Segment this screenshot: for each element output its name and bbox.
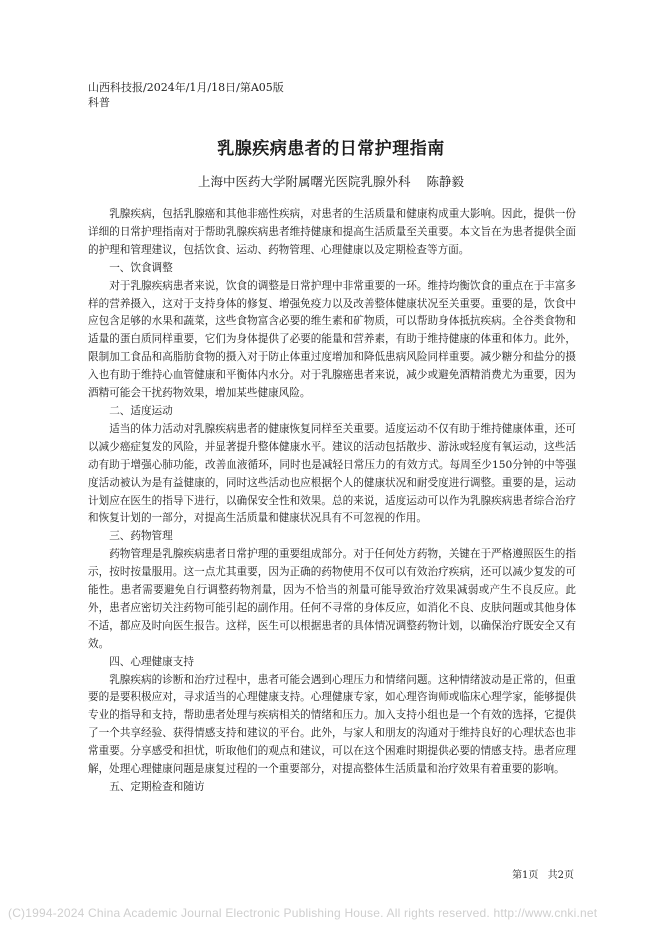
body-paragraph: 药物管理是乳腺疾病患者日常护理的重要组成部分。对于任何处方药物，关键在于严格遵照医生的指示，按时按量服用。这一点尤其重要，因为正确的药物使用不仅可以有效治疗疾病，还可以减少复发的可能性。患者需要避免自行调整药物剂量，因为不恰当的剂量可能导致治疗效果减弱或产生不良反应。此外，患者应密切关注药物可能引起的副作用。任何不寻常的身体反应，如消化不良、皮肤问题或其他身体不适，都应及时向医生报告。这样，医生可以根据患者的具体情况调整药物计划，以确保治疗既安全又有效。 [88,548,576,650]
author-affiliation: 上海中医药大学附属曙光医院乳腺外科 [197,174,411,189]
article-title: 乳腺疾病患者的日常护理指南 [217,139,445,159]
body-paragraph: 对于乳腺疾病患者来说，饮食的调整是日常护理中非常重要的一环。维持均衡饮食的重点在于丰富多样的营养摄入，这对于支持身体的修复、增强免疫力以及改善整体健康状况至关重要。重要的是，饮食中应包含足够的水果和蔬菜，这些食物富含必要的维生素和矿物质，可以帮助身体抵抗疾病。全谷类食物和适量的蛋白质同样重要，它们为身体提供了必要的能量和营养素，有助于维持健康的体重和体力。此外，限制加工食品和高脂肪食物的摄入对于防止体重过度增加和降低患病风险同样重要。减少糖分和盐分的摄入也有助于维持心血管健康和平衡体内水分。对于乳腺癌患者来说，减少或避免酒精消费尤为重要，因为酒精可能会干扰药物效果，增加某些健康风险。 [88,279,576,400]
page-current: 第1页 [512,870,539,881]
source-info [88,80,284,110]
page-total: 共2页 [547,870,574,881]
body-paragraph: 乳腺疾病的诊断和治疗过程中，患者可能会遇到心理压力和情绪问题。这种情绪波动是正常的，但重要的是要积极应对，寻求适当的心理健康支持。心理健康专家，如心理咨询师或临床心理学家，能够提供专业的指导和支持，帮助患者处理与疾病相关的情绪和压力。加入支持小组也是一个有效的选择，它提供了一个共享经验、获得情感支持和建议的平台。此外，与家人和朋友的沟通对于维持良好的心理状态也非常重要。分享感受和担忧，听取他们的观点和建议，可以在这个困难时期提供必要的情感支持。患者应理解，处理心理健康问题是康复过程的一个重要部分，对提高整体生活质量和治疗效果有着重要的影响。 [88,673,576,776]
copyright-watermark: (C)1994-2024 China Academic Journal Electronic Publishing House. All rights reserved. http://www.cnki.net [8,906,598,920]
article-body [88,206,576,797]
section-heading-medication: 三、药物管理 [109,530,173,543]
author-name: 陈静毅 [426,174,464,189]
section-heading-checkups: 五、定期检查和随访 [109,781,205,793]
section-heading-mental-health: 四、心理健康支持 [109,655,194,668]
body-paragraph: 适当的体力活动对乳腺疾病患者的健康恢复同样至关重要。适度运动不仅有助于维持健康体重，还可以减少癌症复发的风险，并显著提升整体健康水平。建议的活动包括散步、游泳或轻度有氧运动，这些活动有助于增强心肺功能，改善血液循环，同时也是减轻日常压力的有效方式。每周至少150分钟的中等强度活动被认为是有益健康的，同时这些活动也应根据个人的健康状况和耐受度进行调整。重要的是，运动计划应在医生的指导下进行，以确保安全性和效果。总的来说，适度运动可以作为乳腺疾病患者综合治疗和恢复计划的一部分，对提高生活质量和健康状况具有不可忽视的作用。 [88,422,576,525]
author-line [0,172,662,190]
section-label: 科普 [88,96,110,109]
intro-paragraph: 乳腺疾病，包括乳腺癌和其他非癌性疾病，对患者的生活质量和健康构成重大影响。因此，提供一份详细的日常护理指南对于帮助乳腺疾病患者维持健康和提高生活质量至关重要。本文旨在为患者提供全面的护理和管理建议，包括饮食、运动、药物管理、心理健康以及定期检查等方面。 [88,208,576,256]
section-heading-exercise: 二、适度运动 [109,404,173,417]
page-number [512,866,574,881]
section-heading-diet: 一、饮食调整 [109,261,173,274]
source-line: 山西科技报/2024年/1月/18日/第A05版 [88,81,284,94]
